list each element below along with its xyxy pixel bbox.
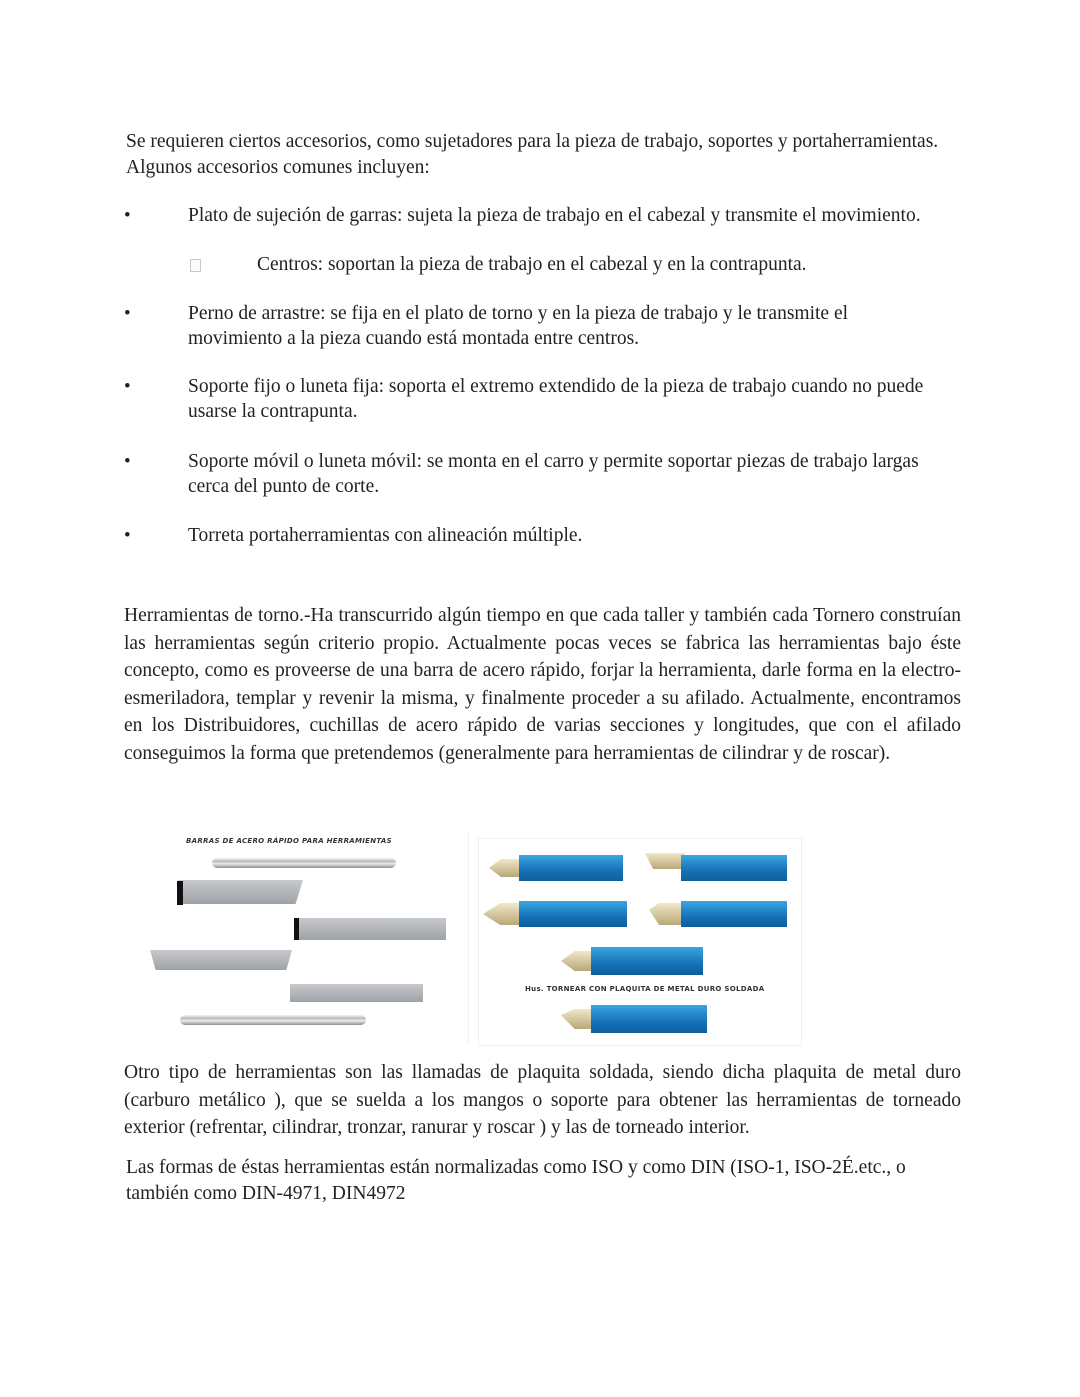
bullet-marker: •: [124, 205, 131, 226]
figure-caption-carbide: Hus. TORNEAR CON PLAQUITA DE METAL DURO SOLDADA: [525, 985, 765, 993]
square-bar-image: [296, 918, 446, 940]
bullet-marker: •: [124, 525, 131, 546]
bullet-marker: •: [124, 376, 131, 397]
standards-line-2: también como DIN-4971, DIN4972: [126, 1183, 406, 1204]
paragraph-herramientas-torno: Herramientas de torno.-Ha transcurrido algún tiempo en que cada taller y también cada Tornero construían las herramientas según criterio propio. Actualmente pocas veces se fabrica las herramientas bajo éste concepto, como es proveerse de una barra de acero rápido, forjar la herramienta, darle forma en la electro-esmeriladora, templar y revenir la misma, y finalmente proceder a su afilado. Actualmente, encontramos en los Distribuidores, cuchillas de acero rápido de varias secciones y longitudes, que con el afilado conseguimos la forma que pretendemos (generalmente para herramientas de cilindrar y de roscar).: [124, 605, 961, 764]
carbide-tool-image: [645, 901, 787, 927]
list-item-perno-line-1: Perno de arrastre: se fija en el plato de torno y en la pieza de trabajo y le transmite el: [188, 303, 849, 324]
list-item-plato: Plato de sujeción de garras: sujeta la pieza de trabajo en el cabezal y transmite el movimiento.: [188, 205, 921, 226]
carbide-tool-image: [561, 1005, 707, 1033]
square-bar-image: [178, 880, 303, 904]
carbide-tool-image: [485, 855, 623, 881]
standards-line-1: Las formas de éstas herramientas están normalizadas como ISO y como DIN (ISO-1, ISO-2É.etc., o: [126, 1157, 906, 1178]
round-bar-image: [180, 1015, 366, 1025]
bar-end-dark: [294, 918, 299, 940]
bar-end-dark: [177, 881, 183, 905]
carbide-tool-image: [483, 901, 627, 927]
flat-bar-image: [150, 950, 292, 970]
bullet-marker: •: [124, 303, 131, 324]
intro-line-1: Se requieren ciertos accesorios, como sujetadores para la pieza de trabajo, soportes y portaherramientas.: [126, 131, 939, 152]
missing-glyph-box-icon: [190, 259, 201, 272]
carbide-tool-image: [645, 853, 787, 881]
flat-bar-image: [290, 984, 423, 1002]
list-item-torreta: Torreta portaherramientas con alineación múltiple.: [188, 525, 583, 546]
bullet-marker: •: [124, 451, 131, 472]
list-item-centros: Centros: soportan la pieza de trabajo en el cabezal y en la contrapunta.: [257, 254, 807, 275]
list-item-soporte-movil-line-1: Soporte móvil o luneta móvil: se monta en el carro y permite soportar piezas de trabajo largas: [188, 451, 919, 472]
carbide-tool-image: [561, 947, 703, 975]
list-item-soporte-fijo-line-2: usarse la contrapunta.: [188, 401, 358, 422]
intro-line-2: Algunos accesorios comunes incluyen:: [126, 157, 430, 178]
figure-carbide-tools: [478, 838, 802, 1046]
list-item-perno-line-2: movimiento a la pieza cuando está montada entre centros.: [188, 328, 640, 349]
round-bar-image: [212, 858, 396, 868]
figure-hss-bars: [126, 832, 469, 1044]
figure-caption-hss: BARRAS DE ACERO RÁPIDO PARA HERRAMIENTAS: [186, 837, 392, 845]
list-item-soporte-fijo-line-1: Soporte fijo o luneta fija: soporta el extremo extendido de la pieza de trabajo cuando no puede: [188, 376, 924, 397]
list-item-soporte-movil-line-2: cerca del punto de corte.: [188, 476, 380, 497]
paragraph-plaquita-soldada: Otro tipo de herramientas son las llamadas de plaquita soldada, siendo dicha plaquita de metal duro (carburo metálico ), que se suelda a los mangos o soporte para obtener las herramientas de torneado exterior (refrentar, cilindrar, tronzar, ranurar y roscar ) y las de torneado interior.: [124, 1062, 961, 1138]
